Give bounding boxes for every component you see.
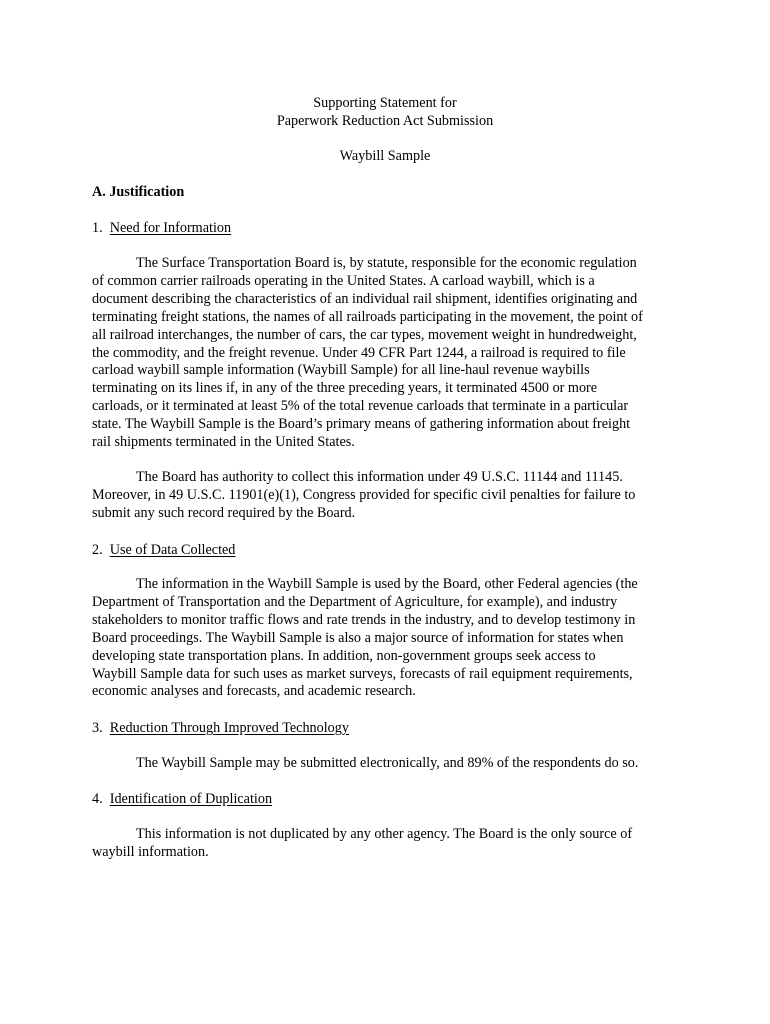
text-line: The Surface Transportation Board is, by statute, responsible for the economic regulation [136,255,637,271]
text-line: the commodity, and the freight revenue. Under 49 CFR Part 1244, a railroad is required to file [92,344,626,361]
text-line: rail shipments terminated in the United States. [92,434,355,451]
text-line: Department of Transportation and the Department of Agriculture, for example), and industry [92,593,618,610]
text-line: all railroad interchanges, the number of cars, the car types, movement weight in hundredweight, [92,326,637,343]
section-1-paragraph-1 [92,255,682,452]
text-line: developing state transportation plans. In addition, non-government groups seek access to [92,647,596,664]
section-3-paragraph-1 [92,755,682,773]
section-1-heading [92,219,231,237]
section-1-paragraph-2 [92,469,682,523]
text-line: carload waybill sample information (Waybill Sample) for all line-haul revenue waybills [92,362,590,379]
title-line-2: Paperwork Reduction Act Submission [276,113,494,129]
section-4-heading [92,790,272,808]
text-line: Waybill Sample data for such uses as market surveys, forecasts of rail equipment requirements, [92,665,633,682]
section-2-number: 2. [92,542,103,558]
section-2-heading [92,541,235,559]
text-line: Board proceedings. The Waybill Sample is also a major source of information for states when [92,629,624,646]
section-1-number: 1. [92,220,103,236]
text-line: terminating on its lines if, in any of the three preceding years, it terminated 4500 or more [92,380,598,397]
text-line: of common carrier railroads operating in the United States. A carload waybill, which is a [92,272,595,289]
text-line: submit any such record required by the Board. [92,504,356,521]
section-a-heading: A. Justification [92,184,185,200]
text-line: waybill information. [92,843,209,860]
text-line: The Waybill Sample may be submitted electronically, and 89% of the respondents do so. [136,755,639,771]
text-line: terminating freight stations, the names of all railroads participating in the movement, the point of [92,308,643,325]
section-4-title: Identification of Duplication [109,791,273,807]
section-3-number: 3. [92,720,103,736]
text-line: Moreover, in 49 U.S.C. 11901(e)(1), Congress provided for specific civil penalties for failure to [92,486,636,503]
text-line: economic analyses and forecasts, and academic research. [92,683,416,700]
section-1-title: Need for Information [109,220,232,236]
document-subtitle: Waybill Sample [339,148,431,164]
section-2-title: Use of Data Collected [109,542,236,558]
text-line: The Board has authority to collect this information under 49 U.S.C. 11144 and 11145. [136,469,623,485]
title-line-1: Supporting Statement for [313,95,457,111]
text-line: stakeholders to monitor traffic flows and rate trends in the industry, and to develop testimony in [92,611,636,628]
text-line: carloads, or it terminated at least 5% of the total revenue carloads that terminate in a particular [92,398,629,415]
section-3-heading [92,719,349,737]
section-2-paragraph-1 [92,576,682,701]
text-line: This information is not duplicated by any other agency. The Board is the only source of [136,826,633,842]
text-line: state. The Waybill Sample is the Board’s primary means of gathering information about freight [92,416,631,433]
section-4-number: 4. [92,791,103,807]
text-line: The information in the Waybill Sample is used by the Board, other Federal agencies (the [136,576,638,592]
section-4-paragraph-1 [92,826,682,862]
section-3-title: Reduction Through Improved Technology [109,720,349,736]
text-line: document describing the characteristics of an individual rail shipment, identifies originating and [92,290,638,307]
